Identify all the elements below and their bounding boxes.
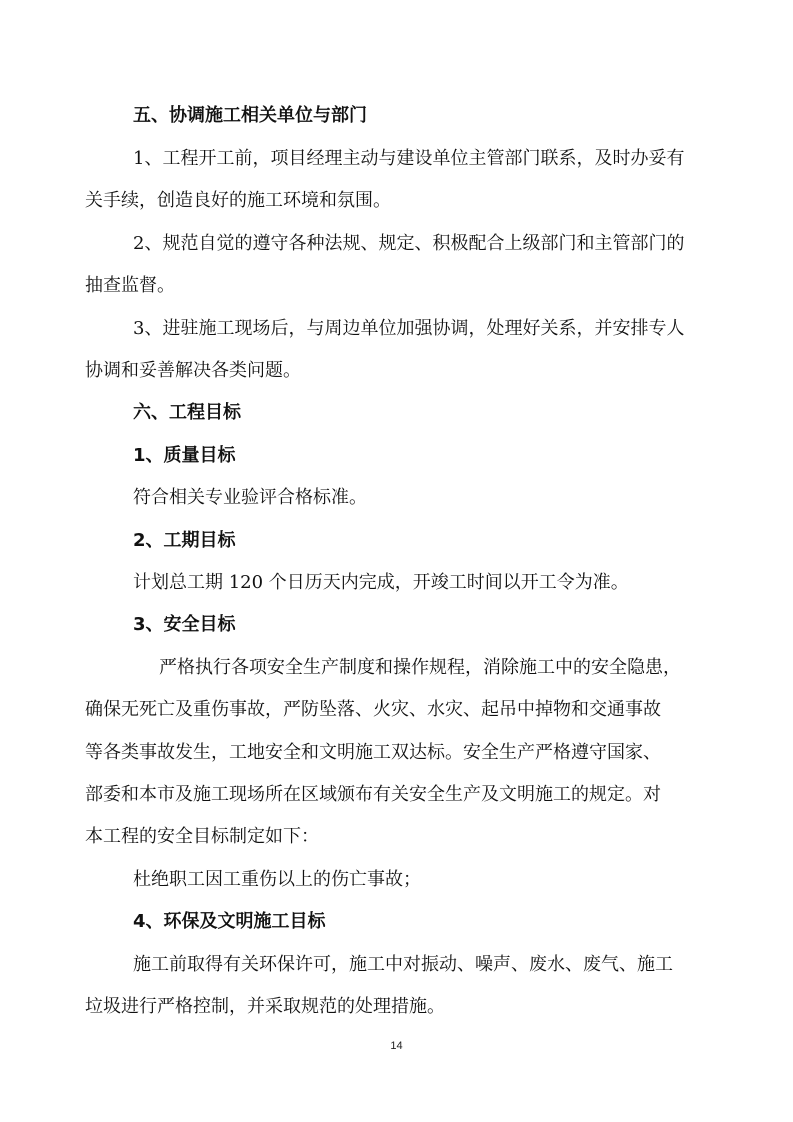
section-5-heading: 五、协调施工相关单位与部门 [133, 105, 367, 126]
section-5-paragraph-2-line-1: 2、规范自觉的遵守各种法规、规定、积极配合上级部门和主管部门的 [133, 233, 685, 254]
safety-target-line-6: 杜绝职工因工重伤以上的伤亡事故； [133, 869, 421, 890]
quality-target-heading: 1、质量目标 [133, 445, 236, 466]
section-5-paragraph-3-line-2: 协调和妥善解决各类问题。 [85, 360, 301, 381]
safety-target-heading: 3、安全目标 [133, 614, 236, 635]
environment-target-line-2: 垃圾进行严格控制，并采取规范的处理措施。 [85, 996, 445, 1017]
environment-target-heading: 4、环保及文明施工目标 [133, 911, 326, 932]
section-5-paragraph-2-line-2: 抽查监督。 [85, 275, 175, 296]
safety-target-line-4: 部委和本市及施工现场所在区域颁布有关安全生产及文明施工的规定。对 [85, 784, 661, 805]
section-6-heading: 六、工程目标 [133, 402, 241, 423]
safety-target-line-3: 等各类事故发生，工地安全和文明施工双达标。安全生产严格遵守国家、 [85, 742, 661, 763]
page-number: 14 [390, 1040, 403, 1052]
safety-target-line-2: 确保无死亡及重伤事故，严防坠落、火灾、水灾、起吊中掉物和交通事故 [85, 699, 661, 720]
safety-target-line-1: 严格执行各项安全生产制度和操作规程，消除施工中的安全隐患， [159, 657, 681, 678]
section-5-paragraph-1-line-1: 1、工程开工前，项目经理主动与建设单位主管部门联系，及时办妥有 [133, 148, 685, 169]
section-5-paragraph-1-line-2: 关手续，创造良好的施工环境和氛围。 [85, 190, 391, 211]
schedule-target-heading: 2、工期目标 [133, 530, 236, 551]
safety-target-line-5: 本工程的安全目标制定如下： [85, 826, 319, 847]
quality-target-text: 符合相关专业验评合格标准。 [133, 487, 367, 508]
section-5-paragraph-3-line-1: 3、进驻施工现场后，与周边单位加强协调，处理好关系，并安排专人 [133, 318, 685, 339]
schedule-target-text: 计划总工期 120 个日历天内完成，开竣工时间以开工令为准。 [133, 572, 629, 593]
environment-target-line-1: 施工前取得有关环保许可，施工中对振动、噪声、废水、废气、施工 [133, 954, 673, 975]
